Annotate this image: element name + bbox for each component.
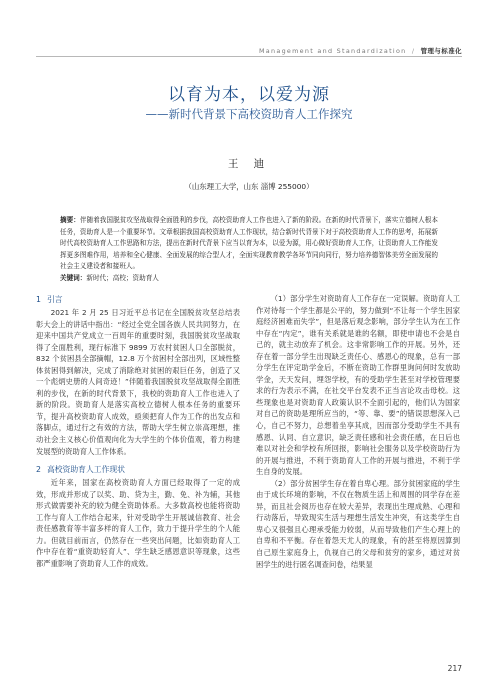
section-2-paragraph-3: （2）部分贫困学生存在着自卑心理。部分贫困家庭的学生由于成长环境的影响，不仅在物质生活上和周围的同学存在差异，而且社会阅历也存在较大差异，表现出生理成熟、心理和行动落后，导致现实生活与理想生活发生冲突，有这类学生自卑心又很强且心理承受能力较弱，从而导致他们产生心理上的自卑和不平衡。存在着怨天尤人的现象，有的甚至将原因算到自己原生家庭身上，仇视自己的父母和贫穷的家乡，通过对贫困学生的进行匿名调查问卷，结果显: [256, 478, 460, 569]
section-2-paragraph-1: 近年来，国家在高校资助育人方面已经取得了一定的成效，形成并形成了以奖、助、贷为主，勤、免、补为辅，其他形式做需要补充的较为健全资助体系。大多数高校也能将资助工作与育人工作结合起来，针对受助学生开展诚信教育、社会责任感教育等丰富多样的育人工作，致力于提升学生的个人能力。但就目前而言，仍然存在一些突出问题，比如资助育人工作中存在着“重资助轻育人”、学生缺乏感恩意识等现象，这些都严重影响了资助育人工作的成效。: [36, 478, 240, 568]
section-1-title: 引言: [46, 295, 63, 304]
author-affiliation: （山东理工大学，山东 淄博 255000）: [184, 182, 314, 191]
section-2-paragraph-2: （1）部分学生对资助育人工作存在一定误解。资助育人工作对待每一个学生都是公平的，努力做到“不让每一个学生因家庭经济困难而失学”，但是落后观念影响，部分学生认为在工作中存在“内定”，谁有关系就是谁的名额，即使申请也不会是自己的，就主动放弃了机会。这非常影响工作的开展。另外，还存在着一部分学生出现缺乏责任心、感恩心的现象，总有一部分学生在评定助学金后，不断在资助工作群里询问何时发放助学金，天天发问，埋怨学校，有的受助学生甚至对学校管理要求的行为表示不满，在社交平台发表不正当言论攻击母校。这些现象也是对资助育人政策认识不全面引起的，他们认为国家对自己的资助是理所应当的，“等、靠、要”的错误思想深入己心，自己不努力，总想着坐享其成，因而部分受助学生不具有感恩、认同、自立意识，缺乏责任感和社会责任感，在日后也难以对社会和学校有所回报，影响社会服务以及学校资助行为的开展与推进，不利于资助育人工作的开展与推进，不利于学生自身的发展。: [256, 294, 460, 477]
abstract-text: 伴随着我国脱贫攻坚战取得全面胜利的步伐，高校资助育人工作也进入了新的阶段。在新的时代背景下，落实立德树人根本任务，资助育人是一个重要环节。文章根据我国高校资助育人工作现状，结合新时代背景下对于高校资助育人工作的思考，拓展新时代高校资助育人工作思路和方法，提出在新时代背景下应当以育为本，以爱为源，用心做好资助育人工作，让资助育人工作能发挥更多图难作用，培养和全心健康、全面发展的综合型人才，全面实现教育教学各环节同向同行，努力培养德智体美劳全面发展的社会主义建设者和接班人。: [60, 216, 439, 271]
running-head-separator: /: [411, 47, 416, 55]
section-1-heading: [36, 293, 240, 307]
keywords-label: 关键词：: [60, 273, 87, 282]
running-head-en: Management and Standardization: [258, 47, 407, 55]
section-2-number: 2: [36, 465, 41, 475]
running-head: [259, 46, 462, 55]
page-number: 217: [447, 664, 462, 673]
header-rule: [36, 56, 462, 57]
abstract: [60, 215, 438, 285]
article-title: 以育为本，以爱为源: [168, 85, 330, 105]
article-subtitle: ——新时代背景下高校资助育人工作探究: [145, 107, 353, 121]
right-column: [256, 293, 460, 570]
keywords-text: 新时代；高校；资助育人: [86, 273, 159, 282]
section-2-heading: [36, 463, 240, 477]
section-1-number: 1: [36, 295, 41, 304]
section-2-title: 高校资助育人工作现状: [46, 465, 125, 475]
abstract-label: 摘要：: [60, 216, 80, 224]
left-column: [36, 293, 240, 569]
section-1-paragraph: 2021 年 2 月 25 日习近平总书记在全国脱贫攻坚总结表彰大会上的讲话中指出：“经过全党全国各族人民共同努力，在迎来中国共产党成立一百周年的重要时刻，我国脱贫攻坚战取得了全面胜利，现行标准下 9899 万农村贫困人口全部脱贫，832 个贫困县全部摘帽，12.8 万个贫困村全部出列，区域性整体贫困得到解决，完成了消除绝对贫困的艰巨任务，创造了又一个彪炳史册的人间奇迹！”伴随着我国脱贫攻坚战取得全面胜利的步伐，在新的时代背景下，我校的资助育人工作也进入了新的阶段。资助育人是落实高校立德树人根本任务的重要环节，提升高校资助育人成效，亟须把育人作为工作的出发点和落脚点，通过行之有效的方法，帮助大学生树立崇高理想，推动社会主义核心价值观向化为大学生的个体价值观，着力构建发展型的资助育人工作体系。: [36, 308, 240, 456]
running-head-column: 管理与标准化: [420, 47, 462, 55]
author-name: 王 迪: [227, 158, 271, 170]
